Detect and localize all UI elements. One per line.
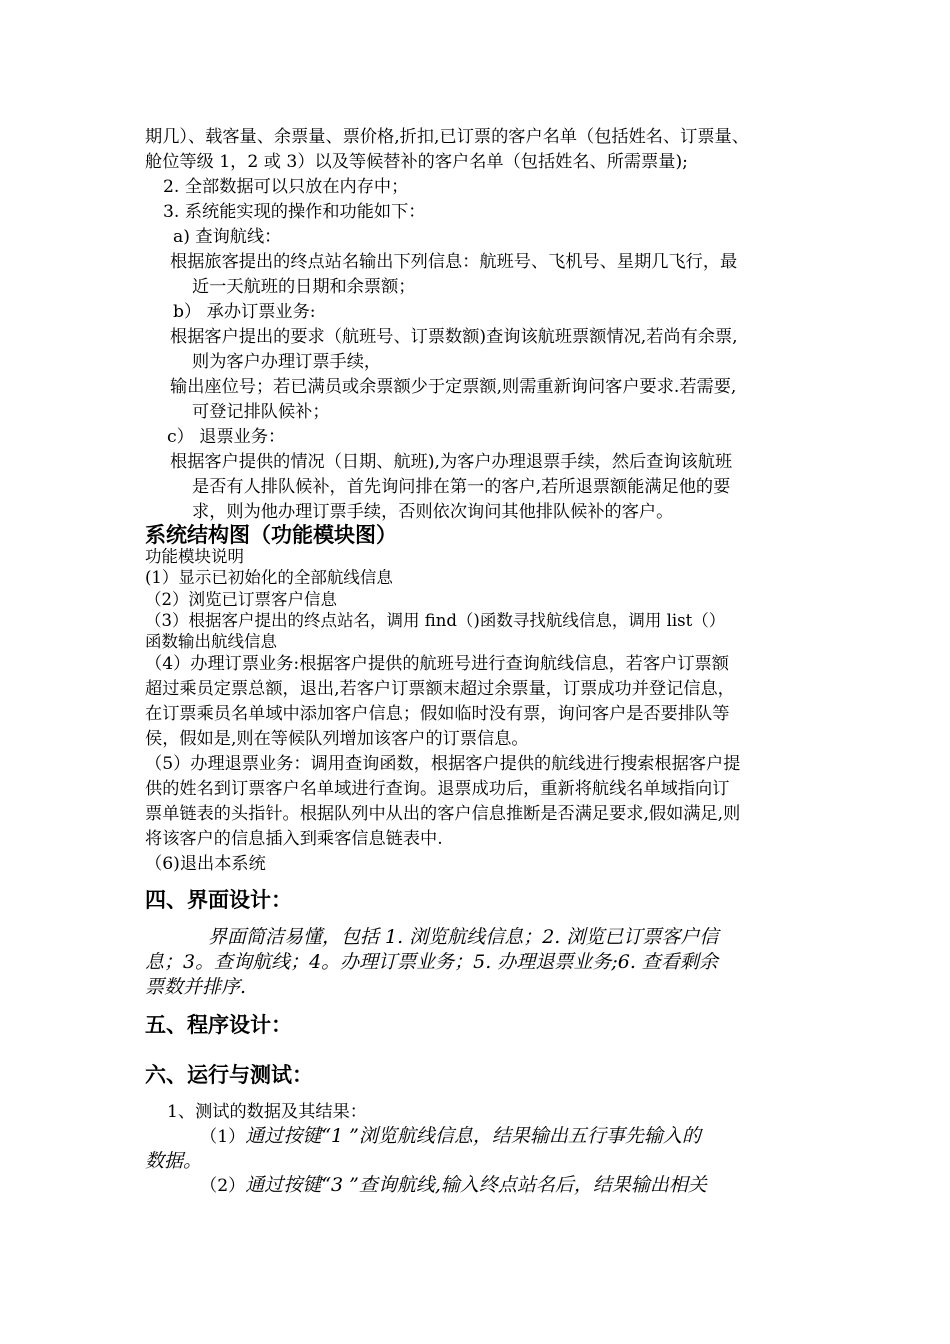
module-line: 供的姓名到订票客户名单域进行查询。退票成功后，重新将航线名单域指向订	[145, 779, 730, 799]
program-heading: 五、程序设计：	[145, 1013, 292, 1037]
function-a-title: a) 查询航线：	[173, 227, 282, 247]
module-line: （4）办理订票业务:根据客户提供的航班号进行查询航线信息，若客户订票额	[145, 654, 729, 674]
module-line: 侯，假如是,则在等候队列增加该客户的订票信息。	[145, 729, 529, 749]
function-a-line: 根据旅客提出的终点站名输出下列信息：航班号、飞机号、星期几飞行，最	[170, 252, 738, 272]
module-line: 超过乘员定票总额，退出,若客户订票额末超过余票量，订票成功并登记信息，	[145, 679, 735, 699]
function-b-title: b） 承办订票业务:	[173, 302, 316, 322]
module-line: （6)退出本系统	[145, 854, 266, 874]
test-item-1: 1、测试的数据及其结果：	[167, 1102, 367, 1122]
module-line: 将该客户的信息插入到乘客信息链表中.	[145, 829, 443, 849]
test-case-1	[200, 1124, 701, 1149]
function-b-line: 可登记排队候补；	[192, 402, 330, 422]
requirements-line: 舱位等级 1，2 或 3）以及等候替补的客户名单（包括姓名、所需票量);	[145, 152, 688, 172]
function-c-title: c） 退票业务：	[167, 427, 286, 447]
module-line: 票单链表的头指针。根据队列中从出的客户信息推断是否满足要求,假如满足,则	[145, 804, 741, 824]
requirement-item-2: 2. 全部数据可以只放在内存中；	[163, 177, 409, 197]
function-b-line: 输出座位号；若已满员或余票额少于定票额,则需重新询问客户要求.若需要,	[170, 377, 737, 397]
module-line: （5）办理退票业务：调用查询函数，根据客户提供的航线进行搜索根据客户提	[145, 754, 741, 774]
test-case-2	[200, 1173, 707, 1198]
test-case-number: （1）	[200, 1127, 246, 1147]
test-case-number: （2）	[200, 1176, 246, 1196]
structure-subheading: 功能模块说明	[145, 547, 244, 566]
function-a-line: 近一天航班的日期和余票额；	[192, 277, 416, 297]
function-b-line: 则为客户办理订票手续，	[192, 352, 382, 372]
module-line: （3）根据客户提出的终点站名，调用 find（)函数寻找航线信息，调用 list（）	[145, 611, 726, 630]
module-line: 在订票乘员名单域中添加客户信息；假如临时没有票，询问客户是否要排队等	[145, 704, 730, 724]
test-case-text: 通过按键“3 ”查询航线,输入终点站名后，结果输出相关	[245, 1174, 707, 1196]
requirements-line: 期几）、载客量、余票量、票价格,折扣,已订票的客户名单（包括姓名、订票量、	[145, 127, 749, 147]
testing-heading: 六、运行与测试：	[145, 1063, 313, 1087]
module-line: （2）浏览已订票客户信息	[145, 590, 337, 609]
requirement-item-3: 3. 系统能实现的操作和功能如下：	[163, 202, 426, 222]
test-case-text: 通过按键“1 ”浏览航线信息，结果输出五行事先输入的	[245, 1125, 701, 1147]
module-line: 函数输出航线信息	[145, 632, 277, 651]
function-c-line: 是否有人排队候补，首先询问排在第一的客户,若所退票额能满足他的要	[192, 477, 731, 497]
structure-heading: 系统结构图（功能模块图）	[145, 523, 397, 547]
module-line: (1）显示已初始化的全部航线信息	[145, 568, 393, 587]
function-b-line: 根据客户提出的要求（航班号、订票数额)查询该航班票额情况,若尚有余票,	[170, 327, 738, 347]
interface-line: 界面简洁易懂，包括 1. 浏览航线信息；2. 浏览已订票客户信	[208, 926, 719, 948]
function-c-line: 求，则为他办理订票手续，否则依次询问其他排队候补的客户。	[192, 502, 674, 522]
function-c-line: 根据客户提供的情况（日期、航班),为客户办理退票手续，然后查询该航班	[170, 452, 733, 472]
test-case-line: 数据。	[145, 1150, 203, 1172]
interface-heading: 四、界面设计：	[145, 888, 292, 912]
interface-line: 票数并排序.	[145, 976, 247, 998]
interface-line: 息；3。查询航线；4。办理订票业务；5. 办理退票业务;6. 查看剩余	[145, 951, 718, 973]
